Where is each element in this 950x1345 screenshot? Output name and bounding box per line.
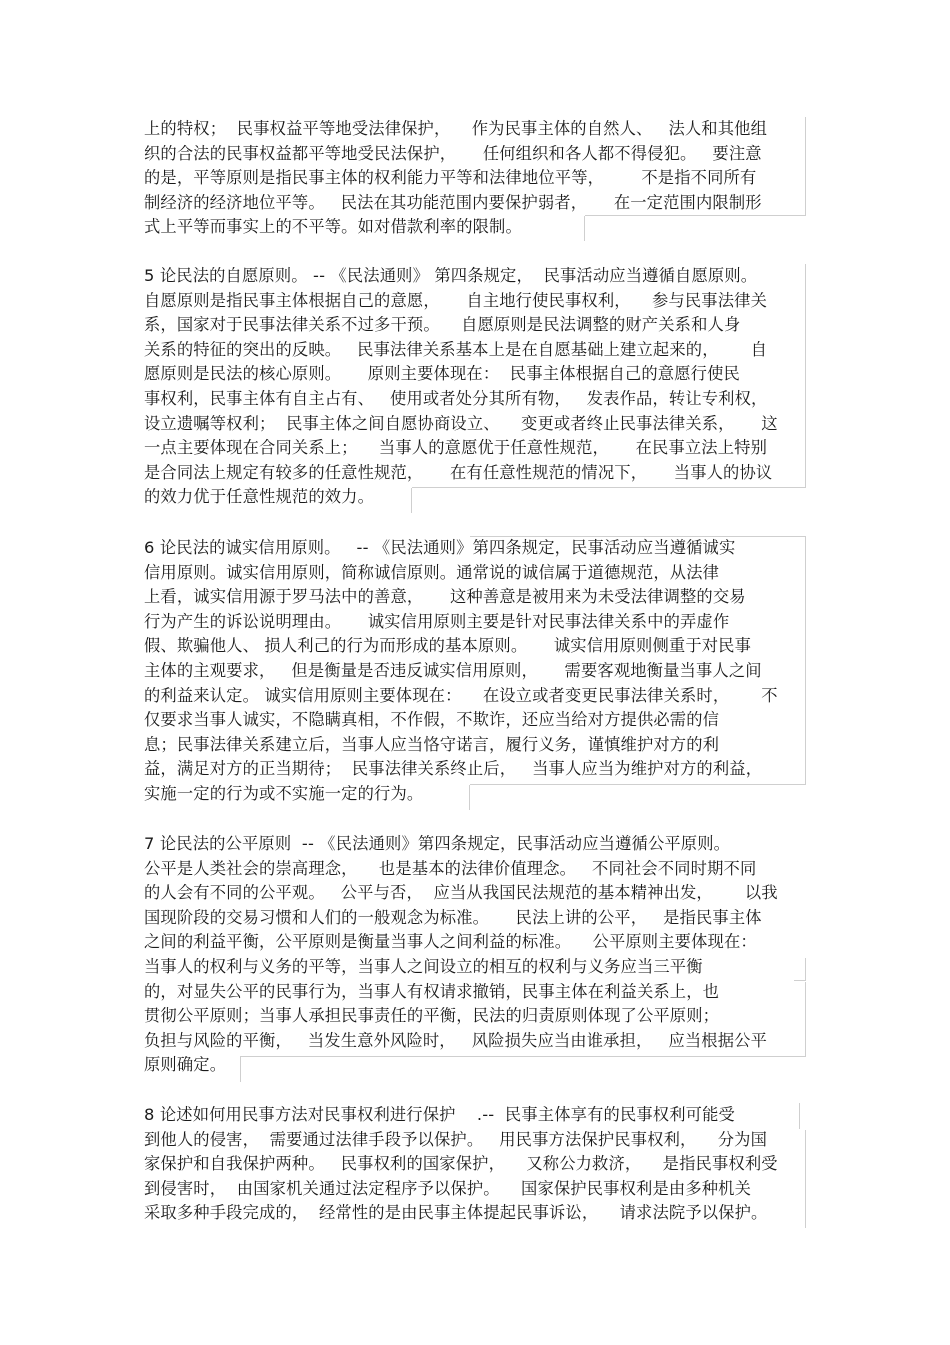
section-heading-line: 7 论民法的公平原则 -- 《民法通则》第四条规定，民事活动应当遵循公平原则。: [144, 834, 731, 853]
section-heading-line: 8 论述如何用民事方法对民事权利进行保护 .-- 民事主体享有的民事权利可能受: [144, 1105, 735, 1124]
section-heading-line: 6 论民法的诚实信用原则。 -- 《民法通则》第四条规定，民事活动应当遵循诚实: [144, 538, 736, 557]
text-line: 到他人的侵害， 需要通过法律手段予以保护。 用民事方法保护民事权利， 分为国: [144, 1129, 768, 1149]
text-line: 到侵害时， 由国家机关通过法定程序予以保护。 国家保护民事权利是由多种机关: [144, 1178, 752, 1198]
text-line: 负担与风险的平衡， 当发生意外风险时， 风险损失应当由谁承担， 应当根据公平: [144, 1030, 768, 1050]
text-line: 信用原则。诚实信用原则，简称诚信原则。通常说的诚信属于道德规范，从法律: [144, 562, 720, 582]
text-line: 式上平等而事实上的不平等。如对借款利率的限制。: [144, 217, 522, 237]
text-line: 事权利，民事主体有自主占有、 使用或者处分其所有物， 发表作品，转让专利权，: [144, 388, 768, 408]
text-line: 是合同法上规定有较多的任意性规范， 在有任意性规范的情况下， 当事人的协议: [144, 462, 773, 482]
frame-line: [584, 216, 585, 241]
text-line: 系，国家对于民事法律关系不过多干预。 自愿原则是民法调整的财产关系和人身: [144, 315, 741, 335]
text-line: 息；民事法律关系建立后，当事人应当恪守诺言，履行义务，谨慎维护对方的利: [144, 734, 720, 754]
text-line: 当事人的权利与义务的平等，当事人之间设立的相互的权利与义务应当三平衡: [144, 956, 703, 976]
text-line: 一点主要体现在合同关系上； 当事人的意愿优于任意性规范， 在民事立法上特别: [144, 438, 768, 458]
text-line: 制经济的经济地位平等。 民法在其功能范围内要保护弱者， 在一定范围内限制形: [144, 192, 762, 212]
frame-line: [240, 1057, 241, 1082]
text-line: 的，对显失公平的民事行为，当事人有权请求撤销，民事主体在利益关系上，也: [144, 981, 720, 1001]
section-heading-line: 5 论民法的自愿原则。 -- 《民法通则》 第四条规定， 民事活动应当遵循自愿原则。: [144, 266, 758, 285]
text-line: 仅要求当事人诚实，不隐瞒真相，不作假，不欺诈，还应当给对方提供必需的信: [144, 710, 720, 730]
text-line: 实施一定的行为或不实施一定的行为。: [144, 783, 424, 803]
text-line: 贯彻公平原则；当事人承担民事责任的平衡，民法的归责原则体现了公平原则；: [144, 1006, 720, 1026]
text-line: 的是，平等原则是指民事主体的权利能力平等和法律地位平等， 不是指不同所有: [144, 168, 757, 188]
text-line: 主体的主观要求， 但是衡量是否违反诚实信用原则， 需要客观地衡量当事人之间: [144, 660, 762, 680]
paragraph-civil-rights-protection: [144, 1103, 806, 1226]
text-line: 假、欺骗他人、 损人利己的行为而形成的基本原则。 诚实信用原则侧重于对民事: [144, 636, 752, 656]
text-line: 家保护和自我保护两种。 民事权利的国家保护， 又称公力救济， 是指民事权利受: [144, 1154, 778, 1174]
paragraph-good-faith-principle: [144, 536, 806, 807]
paragraph-voluntary-principle: [144, 264, 806, 510]
text-line: 采取多种手段完成的， 经常性的是由民事主体提起民事诉讼， 请求法院予以保护。: [144, 1203, 768, 1223]
text-line: 的利益来认定。 诚实信用原则主要体现在： 在设立或者变更民事法律关系时， 不: [144, 685, 778, 705]
text-line: 关系的特征的突出的反映。 民事法律关系基本上是在自愿基础上建立起来的， 自: [144, 339, 768, 359]
text-line: 国现阶段的交易习惯和人们的一般观念为标准。 民法上讲的公平， 是指民事主体: [144, 907, 762, 927]
text-line: 行为产生的诉讼说明理由。 诚实信用原则主要是针对民事法律关系中的弄虚作: [144, 611, 730, 631]
frame-line: [411, 488, 412, 513]
text-line: 的效力优于任意性规范的效力。: [144, 487, 375, 507]
frame-line: [805, 1130, 806, 1228]
text-line: 愿原则是民法的核心原则。 原则主要体现在： 民事主体根据自己的意愿行使民: [144, 364, 740, 384]
text-line: 织的合法的民事权益都平等地受民法保护， 任何组织和各人都不得侵犯。 要注意: [144, 143, 762, 163]
text-line: 设立遗嘱等权利； 民事主体之间自愿协商设立、 变更或者终止民事法律关系， 这: [144, 413, 778, 433]
text-line: 的人会有不同的公平观。 公平与否， 应当从我国民法规范的基本精神出发， 以我: [144, 883, 778, 903]
paragraph-fairness-principle: [144, 832, 806, 1078]
frame-line: [469, 785, 470, 810]
text-line: 之间的利益平衡，公平原则是衡量当事人之间利益的标准。 公平原则主要体现在：: [144, 932, 757, 952]
text-line: 公平是人类社会的崇高理念， 也是基本的法律价值理念。 不同社会不同时期不同: [144, 858, 757, 878]
frame-line: [799, 1103, 800, 1129]
paragraph-equality-continued: [144, 117, 806, 240]
text-line: 益，满足对方的正当期待； 民事法律关系终止后， 当事人应当为维护对方的利益，: [144, 759, 763, 779]
text-line: 原则确定。: [144, 1055, 227, 1075]
text-line: 自愿原则是指民事主体根据自己的意愿， 自主地行使民事权利， 参与民事法律关: [144, 290, 768, 310]
text-line: 上的特权； 民事权益平等地受法律保护， 作为民事主体的自然人、 法人和其他组: [144, 119, 768, 138]
text-line: 上看，诚实信用源于罗马法中的善意， 这种善意是被用来为未受法律调整的交易: [144, 587, 746, 607]
